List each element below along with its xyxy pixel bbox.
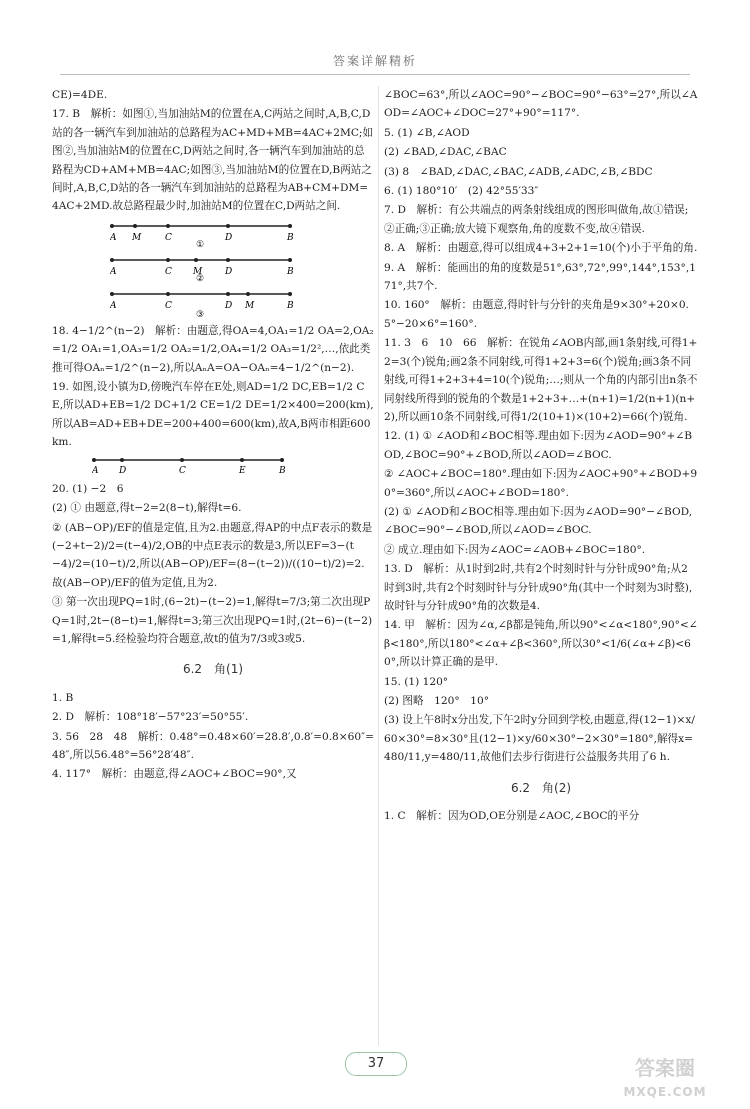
figure-2 (110, 252, 310, 282)
angle1-answer-7: 7. D 解析：有公共端点的两条射线组成的图形叫做角,故①错误;②正确;③正确;放大镜下观察角,角的度数不变,故④错误. (384, 204, 689, 235)
angle1-answer-13: 13. D 解析：从1时到2时,共有2个时刻时针与分针成90°角;从2时到3时,共有2个时刻时针与分针成90°角(其中一个时刻为3时整),故时针与分针成90°角的次数是4. (384, 563, 693, 612)
angle1-answer-14: 14. 甲 解析：因为∠α,∠β都是钝角,所以90°<∠α<180°,90°<∠β<180°,所以180°<∠α+∠β<360°,所以30°<1/6(∠α+∠β)<60°,所以计算正确的是甲. (384, 619, 698, 669)
answer-20-part2-3: ③ 第一次出现PQ=1时,(6−2t)−(t−2)=1,解得t=7/3;第二次出现PQ=1时,2t−(8−t)=1,解得t=3;第三次出现PQ=1时,(2t−6)−(t−2)=1,解得t=5.经检验均符合题意,故t的值为7/3或3或5. (52, 596, 373, 645)
angle1-answer-4: 4. 117° 解析：由题意,得∠AOC+∠BOC=90°,又 (52, 768, 297, 781)
answer-18: 18. 4−1/2^(n−2) 解析：由题意,得OA=4,OA₁=1/2 OA=2,OA₂=1/2 OA₁=1,OA₃=1/2 OA₂=1/2,OA₄=1/2 OA₃=1/2²,…,依此类推可得OAₙ=1/2^(n−2),所以AₙA=OA−OAₙ=4−1/2^(n−2). (52, 324, 374, 374)
answer-20-part1: 20. (1) −2 6 (52, 482, 124, 495)
column-divider (378, 86, 379, 1046)
angle1-answer-8: 8. A 解析：由题意,得可以组成4+3+2+1=10(个)小于平角的角. (384, 242, 698, 255)
fig3-label-2: D (225, 300, 233, 311)
angle2-answer-1: 1. C 解析：因为OD,OE分别是∠AOC,∠BOC的平分 (384, 810, 640, 823)
fig3-label-3: M (245, 300, 255, 311)
angle1-answer-3: 3. 56 28 48 解析：0.48°=0.48×60′=28.8′,0.8′=0.8×60″=48″,所以56.48°=56°28′48″. (52, 730, 374, 761)
figure-19 (92, 454, 292, 476)
fig2-label-3: D (225, 266, 233, 277)
angle1-answer-12-2-2: ② 成立.理由如下:因为∠AOC=∠AOB+∠BOC=180°. (384, 543, 646, 556)
fig3-label-1: C (165, 300, 172, 311)
answer-20-part2-1: (2) ① 由题意,得t−2=2(8−t),解得t=6. (52, 502, 242, 515)
fig1-label-2: C (165, 232, 172, 243)
figure-1 (110, 218, 310, 248)
figure-3-diagram (110, 286, 310, 318)
fig1-label-3: D (225, 232, 233, 243)
fig1-label-0: A (110, 232, 117, 243)
angle1-answer-12-1-1: 12. (1) ① ∠AOD和∠BOC相等.理由如下:因为∠AOD=90°+∠BOD,∠BOC=90°+∠BOD,所以∠AOD=∠BOC. (384, 430, 692, 461)
angle1-answer-1: 1. B (52, 691, 74, 704)
angle1-answer-12-1-2: ② ∠AOC+∠BOC=180°.理由如下:因为∠AOC+90°+∠BOD+90°=360°,所以∠AOC+∠BOD=180°. (384, 468, 698, 499)
section-title-angle-1: 6.2 角(1) (182, 662, 244, 677)
fig19-label-3: E (239, 465, 246, 476)
angle1-answer-5a: 5. (1) ∠B,∠AOD (384, 126, 470, 139)
fig2-label-1: C (165, 266, 172, 277)
page-header-title: 答案详解精析 (332, 54, 417, 68)
angle1-answer-5c: (3) 8 ∠BAD,∠DAC,∠BAC,∠ADB,∠ADC,∠B,∠BDC (384, 165, 653, 178)
angle1-answer-15-2: (2) 图略 120° 10° (384, 695, 490, 707)
fig1-label-4: B (287, 232, 294, 243)
answer-16-tail: CE)=4DE. (52, 89, 108, 101)
fig1-label-1: M (132, 232, 142, 243)
fig3-label-4: B (287, 300, 294, 311)
angle1-answer-6: 6. (1) 180°10′ (2) 42°55′33″ (384, 185, 539, 198)
angle1-answer-12-2-1: (2) ① ∠AOD和∠BOC相等.理由如下:因为∠AOD=90°−∠BOD,∠BOC=90°−∠BOD,所以∠AOD=∠BOC. (384, 505, 693, 537)
angle1-answer-11: 11. 3 6 10 66 解析：在锐角∠AOB内部,画1条射线,可得1+2=3(个)锐角;画2条不同射线,可得1+2+3=6(个)锐角;画3条不同射线,可得1+2+3+4=10(个)锐角;…;则从一个角的内部引出n条不同射线所得到的锐角的个数是1+2+3+…+(n+1)=1/2(n+1)(n+2),所以画10条不同射线,可得1/2(10+1)×(10+2)=66(个)锐角. (384, 337, 698, 423)
fig3-label-0: A (110, 300, 117, 311)
fig2-label-0: A (110, 266, 117, 277)
watermark-line-1: 答案圈 (635, 1056, 695, 1080)
left-column (52, 86, 374, 785)
page-number: 37 (345, 1052, 407, 1076)
angle1-answer-15-3: (3) 设上午8时x分出发,下午2时y分回到学校,由题意,得(12−1)×x/60×30°=8×30°且(12−1)×y/60×30°−2×30°=180°,解得x=480/11,y=480/11,故他们去步行街进行公益服务共用了6 h. (384, 714, 695, 764)
answer-19: 19. 如图,设小镇为D,傍晚汽车停在E处,则AD=1/2 DC,EB=1/2 CE,所以AD+EB=1/2 DC+1/2 CE=1/2 DE=1/2×400=200(km),所以AB=AD+EB+DE=200+400=600(km),故A,B两市相距600 km. (52, 381, 374, 449)
fig2-caption: ② (196, 273, 205, 282)
fig19-label-0: A (92, 465, 99, 476)
figure-1-diagram (110, 218, 310, 248)
figure-19-diagram (92, 454, 292, 476)
fig19-label-4: B (279, 465, 286, 476)
angle1-answer-4-tail: ∠BOC=63°,所以∠AOC=90°−∠BOC=90°−63°=27°,所以∠AOD=∠AOC+∠DOC=27°+90°=117°. (384, 89, 698, 120)
header-rule (60, 74, 690, 75)
site-watermark (590, 1056, 740, 1106)
angle1-answer-15-1: 15. (1) 120° (384, 675, 449, 688)
answer-20-part2-2: ② (AB−OP)/EF的值是定值,且为2.由题意,得AP的中点F表示的数是(−2+t−2)/2=(t−4)/2,OB的中点E表示的数是3,所以EF=3−(t−4)/2=(10−t)/2,所以(AB−OP)/EF=(8−(t−2))/((10−t)/2)=2.故(AB−OP)/EF的值为定值,且为2. (52, 521, 373, 589)
section-title-angle-2: 6.2 角(2) (510, 780, 572, 795)
fig3-caption: ③ (196, 309, 205, 318)
angle1-answer-9: 9. A 解析：能画出的角的度数是51°,63°,72°,99°,144°,153°,171°,共7个. (384, 261, 696, 293)
angle1-answer-10: 10. 160° 解析：由题意,得时针与分针的夹角是9×30°+20×0.5°−20×6°=160°. (384, 299, 689, 330)
fig19-label-2: C (179, 465, 186, 476)
angle1-answer-5b: (2) ∠BAD,∠DAC,∠BAC (384, 146, 507, 159)
fig2-label-4: B (287, 266, 294, 277)
fig19-label-1: D (119, 465, 127, 476)
angle1-answer-2: 2. D 解析：108°18′−57°23′=50°55′. (52, 711, 249, 724)
figure-3 (110, 286, 310, 318)
fig2-label-2: M (193, 266, 203, 277)
watermark-line-2: MXQE.COM (623, 1085, 707, 1099)
fig1-caption: ① (196, 239, 205, 248)
figure-2-diagram (110, 252, 310, 282)
answer-17: 17. B 解析：如图①,当加油站M的位置在A,C两站之间时,A,B,C,D站的各一辆汽车到加油站的总路程为AC+MD+MB=4AC+2MC;如图②,当加油站M的位置在C,D两站之间时,各一辆汽车到加油站的总路程为CD+AM+MB=4AC;如图③,当加油站M的位置在D,B两站之间时,A,B,C,D站的各一辆汽车到加油站的总路程为AB+CM+DM=4AC+2MD.故总路程最少时,加油站M的位置在C,D两站之间. (52, 108, 374, 213)
right-column (384, 86, 698, 826)
